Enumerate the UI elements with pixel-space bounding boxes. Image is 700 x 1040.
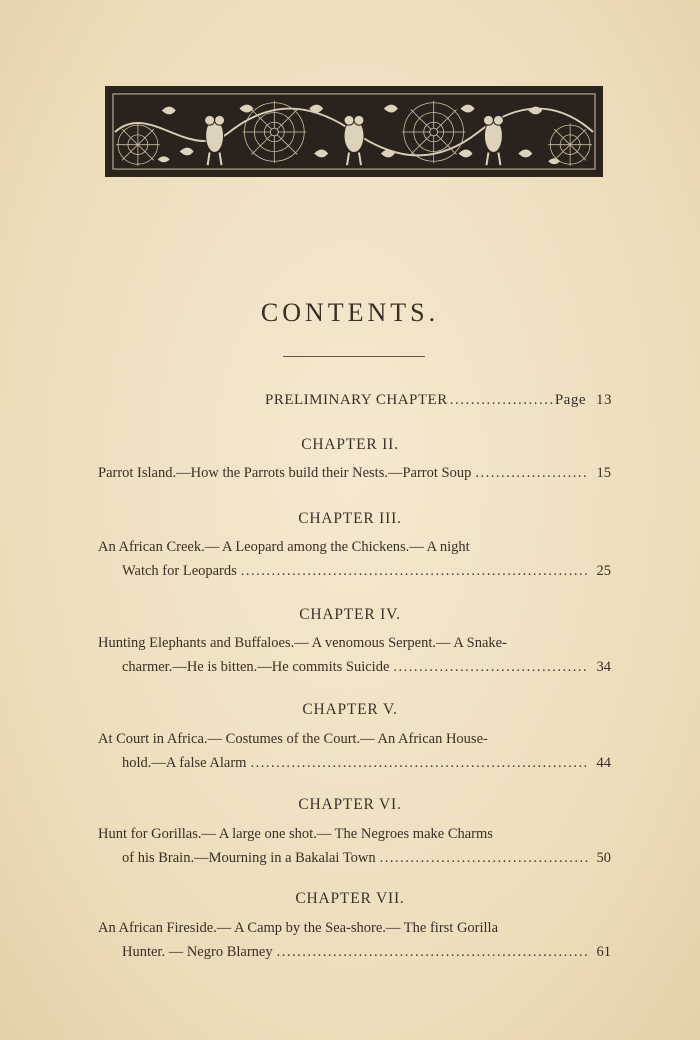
ornamental-headpiece xyxy=(105,86,603,177)
page-title: CONTENTS. xyxy=(260,298,440,327)
chapter-heading: CHAPTER V. xyxy=(302,701,398,718)
leader-dots xyxy=(250,751,589,775)
chapter-heading: CHAPTER VII. xyxy=(295,890,405,907)
leader-dots xyxy=(241,559,589,583)
chapter-heading: CHAPTER II. xyxy=(301,436,399,453)
chapter-entry xyxy=(98,461,611,485)
chapter-heading: CHAPTER VI. xyxy=(298,796,402,813)
entry-text: Hunting Elephants and Buffaloes.— A venomous Serpent.— A Snake- xyxy=(98,635,507,651)
chapter-entry xyxy=(98,916,611,964)
title-divider xyxy=(283,356,425,357)
entry-text: An African Fireside.— A Camp by the Sea-shore.— The first Gorilla xyxy=(98,920,499,936)
page-number: 61 xyxy=(596,944,611,960)
entry-text: At Court in Africa.— Costumes of the Court.— An African House- xyxy=(98,731,488,747)
entry-text: of his Brain.—Mourning in a Bakalai Town xyxy=(122,850,376,866)
chapter-entry xyxy=(98,631,611,679)
page-number: 50 xyxy=(596,850,611,866)
entry-text: Watch for Leopards xyxy=(122,563,237,579)
ornament-illustration xyxy=(110,91,598,172)
chapter-heading: CHAPTER IV. xyxy=(299,606,401,623)
chapter-entry xyxy=(98,535,611,583)
page-label: Page xyxy=(554,392,586,408)
leader-dots xyxy=(380,846,589,870)
leader-dots xyxy=(450,388,553,412)
entry-text: Parrot Island.—How the Parrots build their Nests.—Parrot Soup xyxy=(98,465,472,481)
entry-text: charmer.—He is bitten.—He commits Suicide xyxy=(122,659,390,675)
entry-text: hold.—A false Alarm xyxy=(122,755,247,771)
leader-dots xyxy=(475,461,589,485)
chapter-entry xyxy=(98,727,611,775)
page-number: 13 xyxy=(596,392,612,408)
leader-dots xyxy=(393,655,589,679)
page-number: 44 xyxy=(596,755,611,771)
page-number: 25 xyxy=(596,563,611,579)
leader-dots xyxy=(277,940,589,964)
chapter-heading: CHAPTER III. xyxy=(298,510,402,527)
chapter-entry xyxy=(98,822,611,870)
entry-text: Hunter. — Negro Blarney xyxy=(122,944,273,960)
entry-text: An African Creek.— A Leopard among the Chickens.— A night xyxy=(98,539,470,555)
entry-text: Hunt for Gorillas.— A large one shot.— The Negroes make Charms xyxy=(98,826,493,842)
page-number: 15 xyxy=(596,465,611,481)
preliminary-entry xyxy=(265,388,612,412)
preliminary-label: PRELIMINARY CHAPTER xyxy=(265,392,448,408)
page-number: 34 xyxy=(596,659,611,675)
